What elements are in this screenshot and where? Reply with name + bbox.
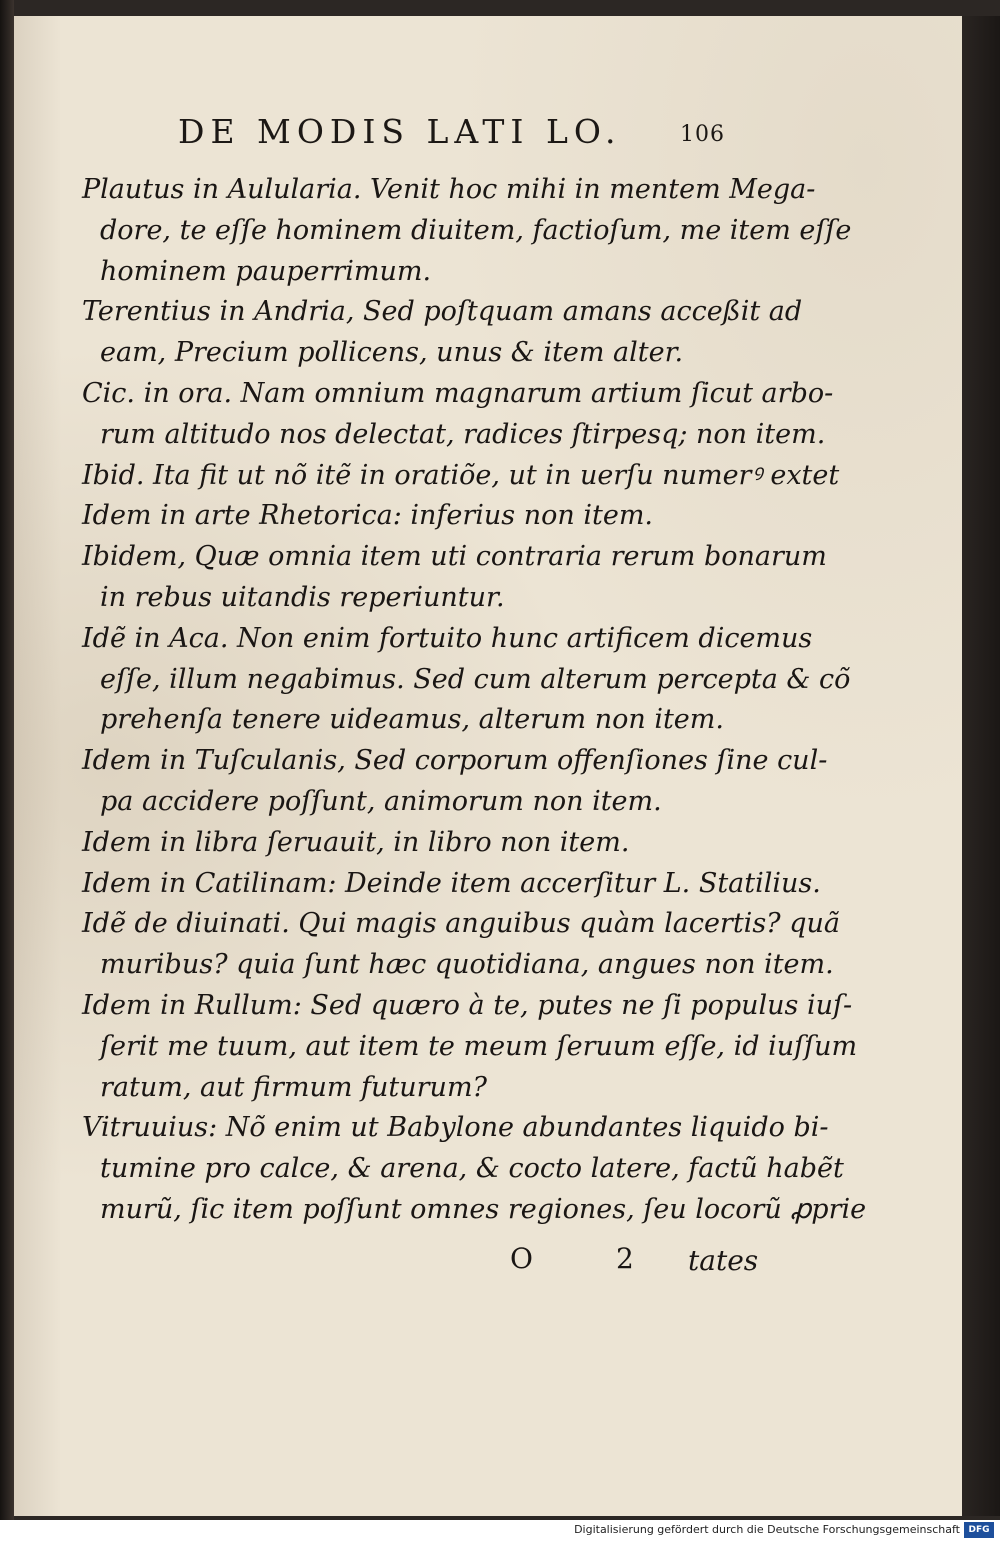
dfg-logo: DFG	[964, 1522, 994, 1538]
text-line: rum altitudo nos delectat, radices ſtirpesq; non item.	[100, 418, 826, 450]
text-line: eſſe, illum negabimus. Sed cum alterum percepta & cõ	[100, 663, 851, 695]
text-line: muribus? quia ſunt hæc quotidiana, angues non item.	[100, 949, 834, 981]
signature-line	[510, 1238, 770, 1288]
text-line: prehenſa tenere uideamus, alterum non item.	[100, 704, 724, 736]
text-line: murũ, ſic item poſſunt omnes regiones, ſeu locorũ ꝓprie	[100, 1193, 867, 1225]
text-line: Idem in Tuſculanis, Sed corporum offenſiones ſine cul-	[82, 745, 828, 777]
text-line: tumine pro calce, & arena, & cocto latere, factũ habẽt	[100, 1153, 844, 1185]
text-line: Cic. in ora. Nam omnium magnarum artium ſicut arbo-	[82, 377, 834, 409]
text-line: ratum, aut firmum futurum?	[100, 1071, 488, 1103]
text-line: Idẽ de diuinati. Qui magis anguibus quàm lacertis? quã	[82, 908, 841, 940]
text-line: Idem in Rullum: Sed quæro à te, putes ne ſi populus iuſ-	[82, 989, 853, 1021]
text-line: Vitruuius: Nõ enim ut Babylone abundantes liquido bi-	[82, 1112, 829, 1144]
running-head	[160, 100, 760, 160]
text-line: Ibid. Ita fit ut nõ itẽ in oratiõe, ut in uerſu numerꝰ extet	[82, 459, 840, 491]
text-line: hominem pauperrimum.	[100, 255, 432, 287]
text-line: Ibidem, Quæ omnia item uti contraria rerum bonarum	[82, 541, 827, 573]
signature-mark: O	[510, 1242, 533, 1275]
text-line: Idem in arte Rhetorica: inferius non item.	[82, 500, 654, 532]
text-line: dore, te eſſe hominem diuitem, factioſum, me item eſſe	[100, 214, 852, 246]
funding-credit: Digitalisierung gefördert durch die Deutsche Forschungsgemeinschaft	[574, 1523, 960, 1536]
binding-edge	[0, 0, 14, 1520]
text-line: eam, Precium pollicens, unus & item alter.	[100, 337, 684, 369]
digitization-footer	[0, 1520, 1000, 1541]
text-line: pa accidere poſſunt, animorum non item.	[100, 785, 662, 817]
text-line: Idem in Catilinam: Deinde item accerſitur L. Statilius.	[82, 867, 821, 899]
page-edge	[962, 16, 1000, 1516]
text-line: Idem in libra ſeruauit, in libro non item.	[82, 826, 630, 858]
page-number: 106	[680, 122, 725, 147]
catchword: tates	[688, 1244, 759, 1277]
text-line: Terentius in Andria, Sed poſtquam amans acceßit ad	[82, 296, 803, 328]
main-text	[82, 170, 867, 1231]
text-line: ſerit me tuum, aut item te meum ſeruum eſſe, id iuſſum	[100, 1030, 858, 1062]
text-line: in rebus uitandis reperiuntur.	[100, 581, 505, 613]
text-line: Plautus in Aulularia. Venit hoc mihi in mentem Mega-	[82, 174, 816, 205]
running-head-title: DE MODIS LATI LO.	[178, 112, 622, 151]
text-line: Idẽ in Aca. Non enim fortuito hunc artificem dicemus	[82, 622, 813, 654]
signature-number: 2	[616, 1242, 634, 1275]
